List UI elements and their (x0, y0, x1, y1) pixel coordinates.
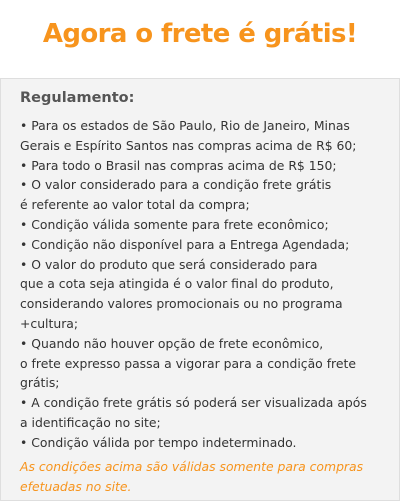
validity-note (20, 457, 392, 497)
rule-line: • Condição válida somente para frete econômico; (20, 216, 329, 232)
rule-line: • Condição válida por tempo indeterminado. (20, 434, 297, 450)
rule-line: considerando valores promocionais ou no programa (20, 296, 343, 312)
rule-line: grátis; (20, 375, 60, 391)
rule-line: +cultura; (20, 315, 79, 331)
regulamento-panel (0, 78, 400, 501)
regulamento-list (20, 116, 390, 453)
rule-line: o frete expresso passa a vigorar para a condição frete (20, 355, 356, 371)
validity-note-line: efetuadas no site. (20, 478, 132, 494)
promo-banner (0, 0, 400, 78)
rule-line: • Para os estados de São Paulo, Rio de Janeiro, Minas (20, 118, 350, 133)
rule-line: a identificação no site; (20, 414, 161, 430)
rule-line: • O valor do produto que será considerado para (20, 256, 318, 272)
rule-line: • Quando não houver opção de frete econômico, (20, 335, 324, 351)
rule-line: Gerais e Espírito Santos nas compras acima de R$ 60; (20, 137, 357, 153)
rule-line: que a cota seja atingida é o valor final do produto, (20, 276, 334, 292)
regulamento-title: Regulamento: (20, 90, 135, 106)
validity-note-line: As condições acima são válidas somente para compras (20, 459, 364, 474)
rule-line: • A condição frete grátis só poderá ser visualizada após (20, 395, 367, 411)
rule-line: • Para todo o Brasil nas compras acima de R$ 150; (20, 157, 337, 173)
rule-line: é referente ao valor total da compra; (20, 197, 250, 213)
promo-headline: Agora o frete é grátis! (42, 19, 358, 49)
rule-line: • O valor considerado para a condição frete grátis (20, 177, 332, 193)
rule-line: • Condição não disponível para a Entrega Agendada; (20, 236, 350, 252)
